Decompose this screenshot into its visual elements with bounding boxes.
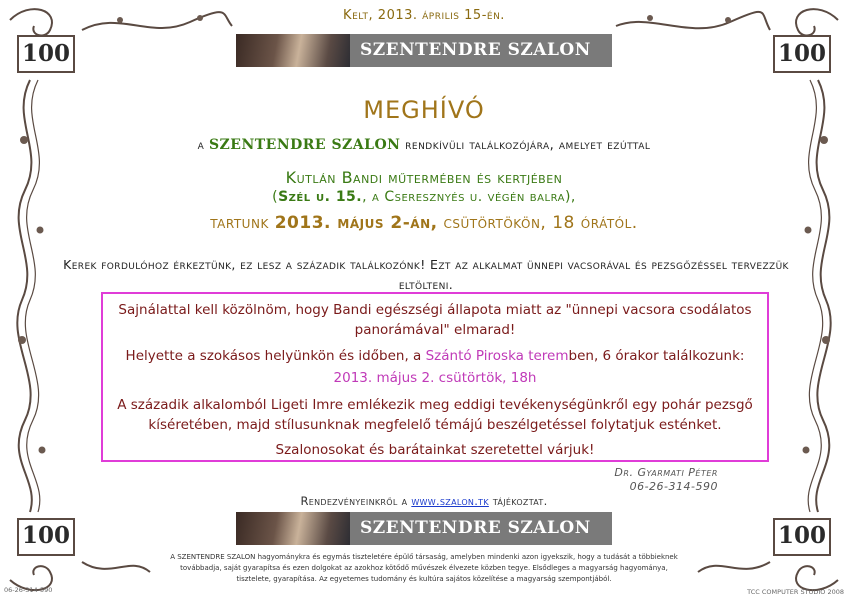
corner-number-top-left: 100 <box>21 40 70 67</box>
footer-small-line-1: A SZENTENDRE SZALON hagyománykra és egymás tiszteletére épülő társaság, amelyben mindenki azon igyekszik, hogy a tudását a többieknek <box>170 553 678 561</box>
notice-line-1: Sajnálattal kell közölnöm, hogy Bandi egészségi állapota miatt az "ünnepi vacsora csodálatos <box>118 302 752 318</box>
new-date: 2013. május 2. csütörtök, 18h <box>333 370 537 386</box>
handshake-image <box>236 512 350 545</box>
notice-line-2: panorámával" elmarad! <box>354 322 516 338</box>
date-pre: tartunk <box>210 213 269 233</box>
intro-paragraph: Kerek fordulóhoz érkeztünk, ez lesz a századik találkozónk! Ezt az alkalmat ünnepi vacsorával és pezsgőzéssel tervezzük eltölteni. <box>63 257 789 292</box>
invitation-title: MEGHÍVÓ <box>363 96 485 124</box>
line1-pre: a <box>197 138 205 153</box>
address-street: Szél u. 15. <box>278 189 363 205</box>
address-open: ( <box>272 189 279 205</box>
notice-line-3-post: ben, 6 órakor találkozunk: <box>568 348 745 364</box>
notice-line-3 <box>103 348 767 364</box>
footer-phone: 06-26-314-590 <box>4 586 53 594</box>
event-date: 2013. május 2-án, <box>274 213 438 233</box>
notice-line-4 <box>103 370 767 386</box>
notice-line-5: A századik alkalomból Ligeti Imre emlékezik meg eddigi tevékenységünkről egy pohár pezsgő <box>117 397 753 413</box>
footer-small-line-3: tisztelete, gyarapítása. Az egyetemes tudomány és kultúra sajátos közelítése a magyarság szempontjából. <box>236 575 612 583</box>
info-pre: Rendezvényeinkről a <box>300 494 408 508</box>
date-post: csütörtökön, 18 órától. <box>443 213 638 233</box>
notice-box <box>101 292 769 462</box>
footer-credit: TCC COMPUTER STUDIO 2008 <box>747 588 844 596</box>
info-line <box>0 494 848 508</box>
footer-small-line-2: továbbadja, saját gyarapítsa és ezen dolgokat az azokhoz kötődő művészek élvezete közben tegye. Elsődleges a magyarság hagyománya, <box>180 564 668 572</box>
corner-number-bottom-left: 100 <box>21 522 70 549</box>
handshake-image <box>236 34 350 67</box>
issue-date: Kelt, 2013. április 15-én. <box>343 8 505 23</box>
room-name: Szántó Piroska terem <box>425 348 569 364</box>
venue-line: Kutlán Bandi műtermében és kertjében <box>285 168 563 187</box>
info-post: tájékoztat. <box>492 494 548 508</box>
address-line <box>0 189 848 205</box>
footer-banner-title: SZENTENDRE SZALON <box>360 518 591 538</box>
banner-title: SZENTENDRE SZALON <box>360 40 591 60</box>
salon-name: SZENTENDRE SZALON <box>208 137 401 153</box>
signature-phone: 06-26-314-590 <box>629 480 718 493</box>
invitation-line-1 <box>0 137 848 153</box>
notice-line-7: Szalonosokat és barátainkat szeretettel várjuk! <box>275 442 595 458</box>
notice-line-3-pre: Helyette a szokásos helyünkön és időben, a <box>125 348 426 364</box>
address-rest: , a Cseresznyés u. végén balra), <box>362 189 576 205</box>
footer-banner <box>236 512 612 545</box>
date-line <box>0 213 848 233</box>
corner-number-bottom-right: 100 <box>777 522 826 549</box>
notice-line-6: kíséretében, majd stílusunknak megfelelő témájú beszélgetéssel folytatjuk esténket. <box>148 417 722 433</box>
signature-name: Dr. Gyarmati Péter <box>614 466 718 479</box>
header-banner <box>236 34 612 67</box>
corner-number-top-right: 100 <box>777 40 826 67</box>
line1-post: rendkívüli találkozójára, amelyet ezúttal <box>405 138 651 153</box>
website-link[interactable]: www.szalon.tk <box>411 494 489 508</box>
